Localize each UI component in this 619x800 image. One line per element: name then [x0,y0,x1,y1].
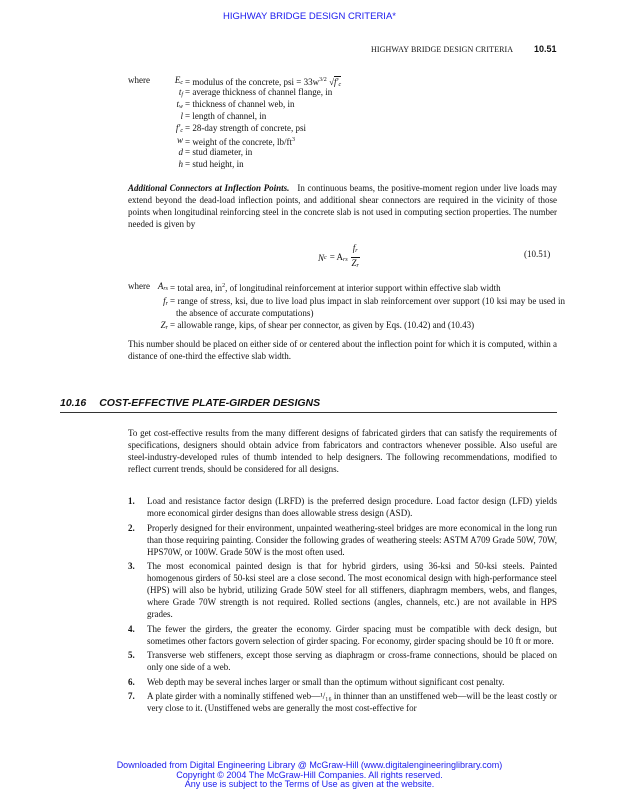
definition-h: h = stud height, in [178,159,244,169]
footer-notice [0,761,619,790]
definition-ec: where $E_c$ = modulus of the concrete, psi = $33w^{3/2}$ $√f'_c$ [128,74,341,86]
definitions-block-2 [128,280,565,334]
definitions-block-1 [128,74,341,170]
section-heading [60,397,320,409]
definition-zr: $Z_r$ = allowable range, kips, of shear per connector, as given by Eqs. (10.42) and (10.43) [160,320,475,331]
equation-number: (10.51) [524,249,551,259]
paragraph-body: In continuous beams, the positive-moment region under live loads may extend beyond the dead-load inflection points, and additional shear connectors are required in the vicinity of those points when longitudinal reinforcing steel in the concrete slab is not used in computing section properties. The number needed is given by [128,183,558,229]
list-item: 2. Properly designed for their environment, unpainted weathering-steel bridges are more economical in the long run than those requiring painting. Consider the following grades of weathering steels: ASTM A709 Grade 50W, 70W, HPS70W, or 100W. Grade 50W is the most often used. [128,522,557,557]
definition-tw: $t_w$ = thickness of channel web, in [176,99,295,110]
page-number: 10.51 [534,44,557,54]
list-item: 3. The most economical painted design is that for hybrid girders, using 36-ksi and 50-ksi steels. Painted homogenous girders of 50-ksi steel are a close second. The most economical design with high-performance steel (HPS) will also be hybrid, utilizing Grade 50W steel for all stiffeners, diaphragm members, webs, and flanges, where Grade 70W strength is not required. Rolled sections (angles, channels, etc.) are not available in HPS grades. [128,561,557,619]
sqrt-sign: $√f'_c$ [329,77,342,88]
definition-d: d = stud diameter, in [178,147,253,157]
list-item: 1. Load and resistance factor design (LRFD) is the preferred design procedure. Load factor design (LFD) yields more economical girder designs than does allowable stress design (ASD). [128,496,557,518]
paragraph-additional-connectors [128,182,557,230]
list-item: 7. A plate girder with a nominally stiffened web—¹/₁₆ in thinner than an unstiffened web—will be the least costly or very close to it. (Unstiffened webs are generally the most cost-effective for [128,691,557,713]
footer-terms: Any use is subject to the Terms of Use as given at the website. [184,779,435,789]
list-item: 6. Web depth may be several inches larger or small than the optimum without significant cost penalty. [128,676,505,687]
running-head: HIGHWAY BRIDGE DESIGN CRITERIA [371,45,514,54]
definition-ars: where $A_{rs}$ = total area, $in^2$, of longitudinal reinforcement at interior support within effective slab width [128,281,501,293]
where-word: where [128,75,150,85]
definition-w: w = weight of the concrete, $lb/ft^3$ [176,135,296,147]
definition-fr: $f_r$ = range of stress, ksi, due to live load plus impact in slab reinforcement over support (10 ksi may be used in the absence of accurate computations) [163,296,565,318]
footer-download-link[interactable]: Downloaded from Digital Engineering Library @ McGraw-Hill (www.digitalengineeringlibrary.com) [116,760,503,770]
equation-10-51: N c = $A_{rs}$ $\frac{f_r}{Z_r}$ [318,243,360,272]
paragraph-intro: To get cost-effective results from the many different designs of fabricated girders that can satisfy the requirements of specifications, designers should obtain advice from fabricators and contractors whenever possible. Also useful are steel-industry-developed rules of thumb intended to help designers. The following recommendations, modified to reflect current trends, should be considered for all designs. [128,428,557,474]
definition-fc: $f'_c$ = 28-day strength of concrete, psi [175,123,307,134]
fraction: $\frac{f_r}{Z_r}$ [351,243,359,269]
definition-tf: $t_f$ = average thickness of channel flange, in [178,87,333,98]
recommendations-list [128,495,557,717]
section-number: 10.16 [60,397,87,409]
section-title: COST-EFFECTIVE PLATE-GIRDER DESIGNS [99,397,321,409]
list-item: 5. Transverse web stiffeners, except those serving as diaphragm or cross-frame connections, should be placed on only one side of a web. [128,650,557,672]
paragraph-placement: This number should be placed on either side of or centered about the inflection point for which it is computed, within a distance of one-third the effective slab width. [128,339,557,361]
top-banner: HIGHWAY BRIDGE DESIGN CRITERIA* [223,11,396,22]
footer-copyright: Copyright © 2004 The McGraw-Hill Companies. All rights reserved. [176,769,443,780]
run-in-heading: Additional Connectors at Inflection Points. [128,183,290,193]
section-rule [60,412,557,413]
definition-l: l = length of channel, in [180,111,267,121]
list-item: 4. The fewer the girders, the greater the economy. Girder spacing must be compatible with deck design, but sometimes other factors govern selection of girder spacing. For economy, girder spacing should be 10 ft or more. [128,623,557,646]
